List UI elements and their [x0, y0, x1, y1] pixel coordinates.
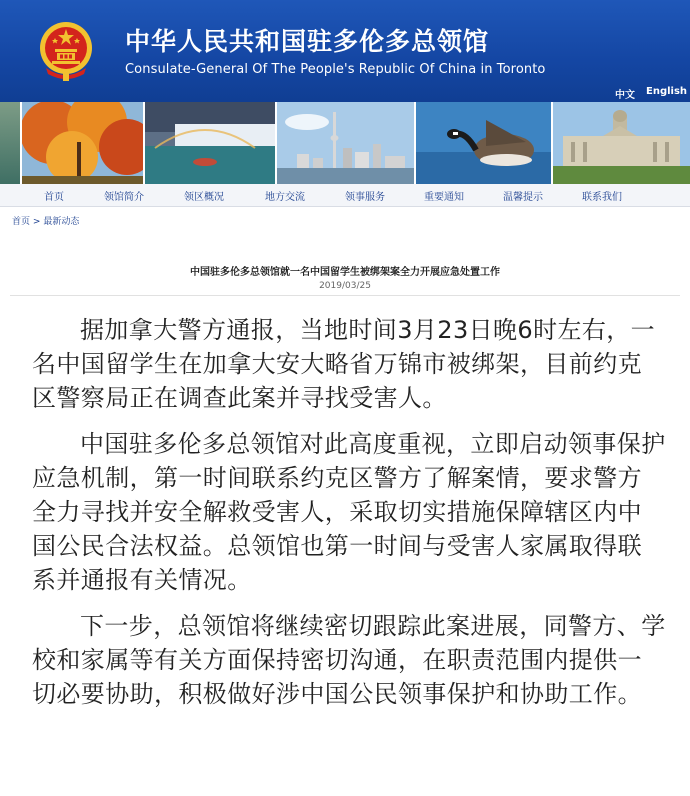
main-navigation	[0, 184, 690, 207]
banner-photo-canada-goose	[416, 102, 551, 184]
banner-photo-autumn-maple	[22, 102, 143, 184]
nav-consulate-intro[interactable]: 领馆简介	[104, 192, 144, 203]
nav-district-overview[interactable]: 领区概况	[184, 192, 224, 203]
article-title: 中国驻多伦多总领馆就一名中国留学生被绑架案全力开展应急处置工作	[190, 267, 500, 278]
banner-photo-toronto-skyline	[277, 102, 414, 184]
article-paragraph: 中国驻多伦多总领馆对此高度重视，立即启动领事保护应急机制，第一时间联系约克区警方了解案情，要求警方全力寻找并安全解救受害人，采取切实措施保障辖区内中国公民合法权益。总领馆也第一时间与受害人家属取得联系并通报有关情况。	[32, 430, 666, 594]
nav-consular-services[interactable]: 领事服务	[345, 192, 385, 203]
site-title-english: Consulate-General Of The People's Republic Of China in Toronto	[125, 62, 546, 77]
article-paragraph: 据加拿大警方通报，当地时间3月23日晚6时左右，一名中国留学生在加拿大安大略省万锦市被绑架，目前约克区警察局正在调查此案并寻找受害人。	[32, 316, 656, 412]
article-body	[32, 313, 666, 723]
nav-contact-us[interactable]: 联系我们	[582, 192, 622, 203]
banner-photo-niagara-falls	[145, 102, 275, 184]
nav-friendly-reminders[interactable]: 温馨提示	[503, 192, 543, 203]
nav-important-notices[interactable]: 重要通知	[424, 192, 464, 203]
nav-local-exchange[interactable]: 地方交流	[265, 192, 305, 203]
language-english-link[interactable]: English	[646, 86, 688, 97]
banner-photo-forest	[0, 102, 20, 184]
article-date: 2019/03/25	[319, 281, 371, 291]
title-divider	[10, 295, 680, 296]
photo-banner	[0, 102, 690, 184]
language-chinese-link[interactable]: 中文	[615, 90, 635, 101]
site-header	[0, 0, 690, 102]
nav-home[interactable]: 首页	[44, 192, 64, 203]
article-paragraph: 下一步，总领馆将继续密切跟踪此案进展，同警方、学校和家属等有关方面保持密切沟通，在职责范围内提供一切必要协助，积极做好涉中国公民领事保护和协助工作。	[32, 612, 666, 708]
banner-photo-legislative-building	[553, 102, 690, 184]
national-emblem-icon	[38, 18, 94, 82]
breadcrumb-home-link[interactable]: 首页	[12, 217, 31, 227]
site-title-chinese: 中华人民共和国驻多伦多总领馆	[125, 27, 490, 56]
breadcrumb	[12, 214, 79, 227]
breadcrumb-current[interactable]: 最新动态	[43, 217, 80, 227]
breadcrumb-separator: >	[32, 217, 41, 227]
